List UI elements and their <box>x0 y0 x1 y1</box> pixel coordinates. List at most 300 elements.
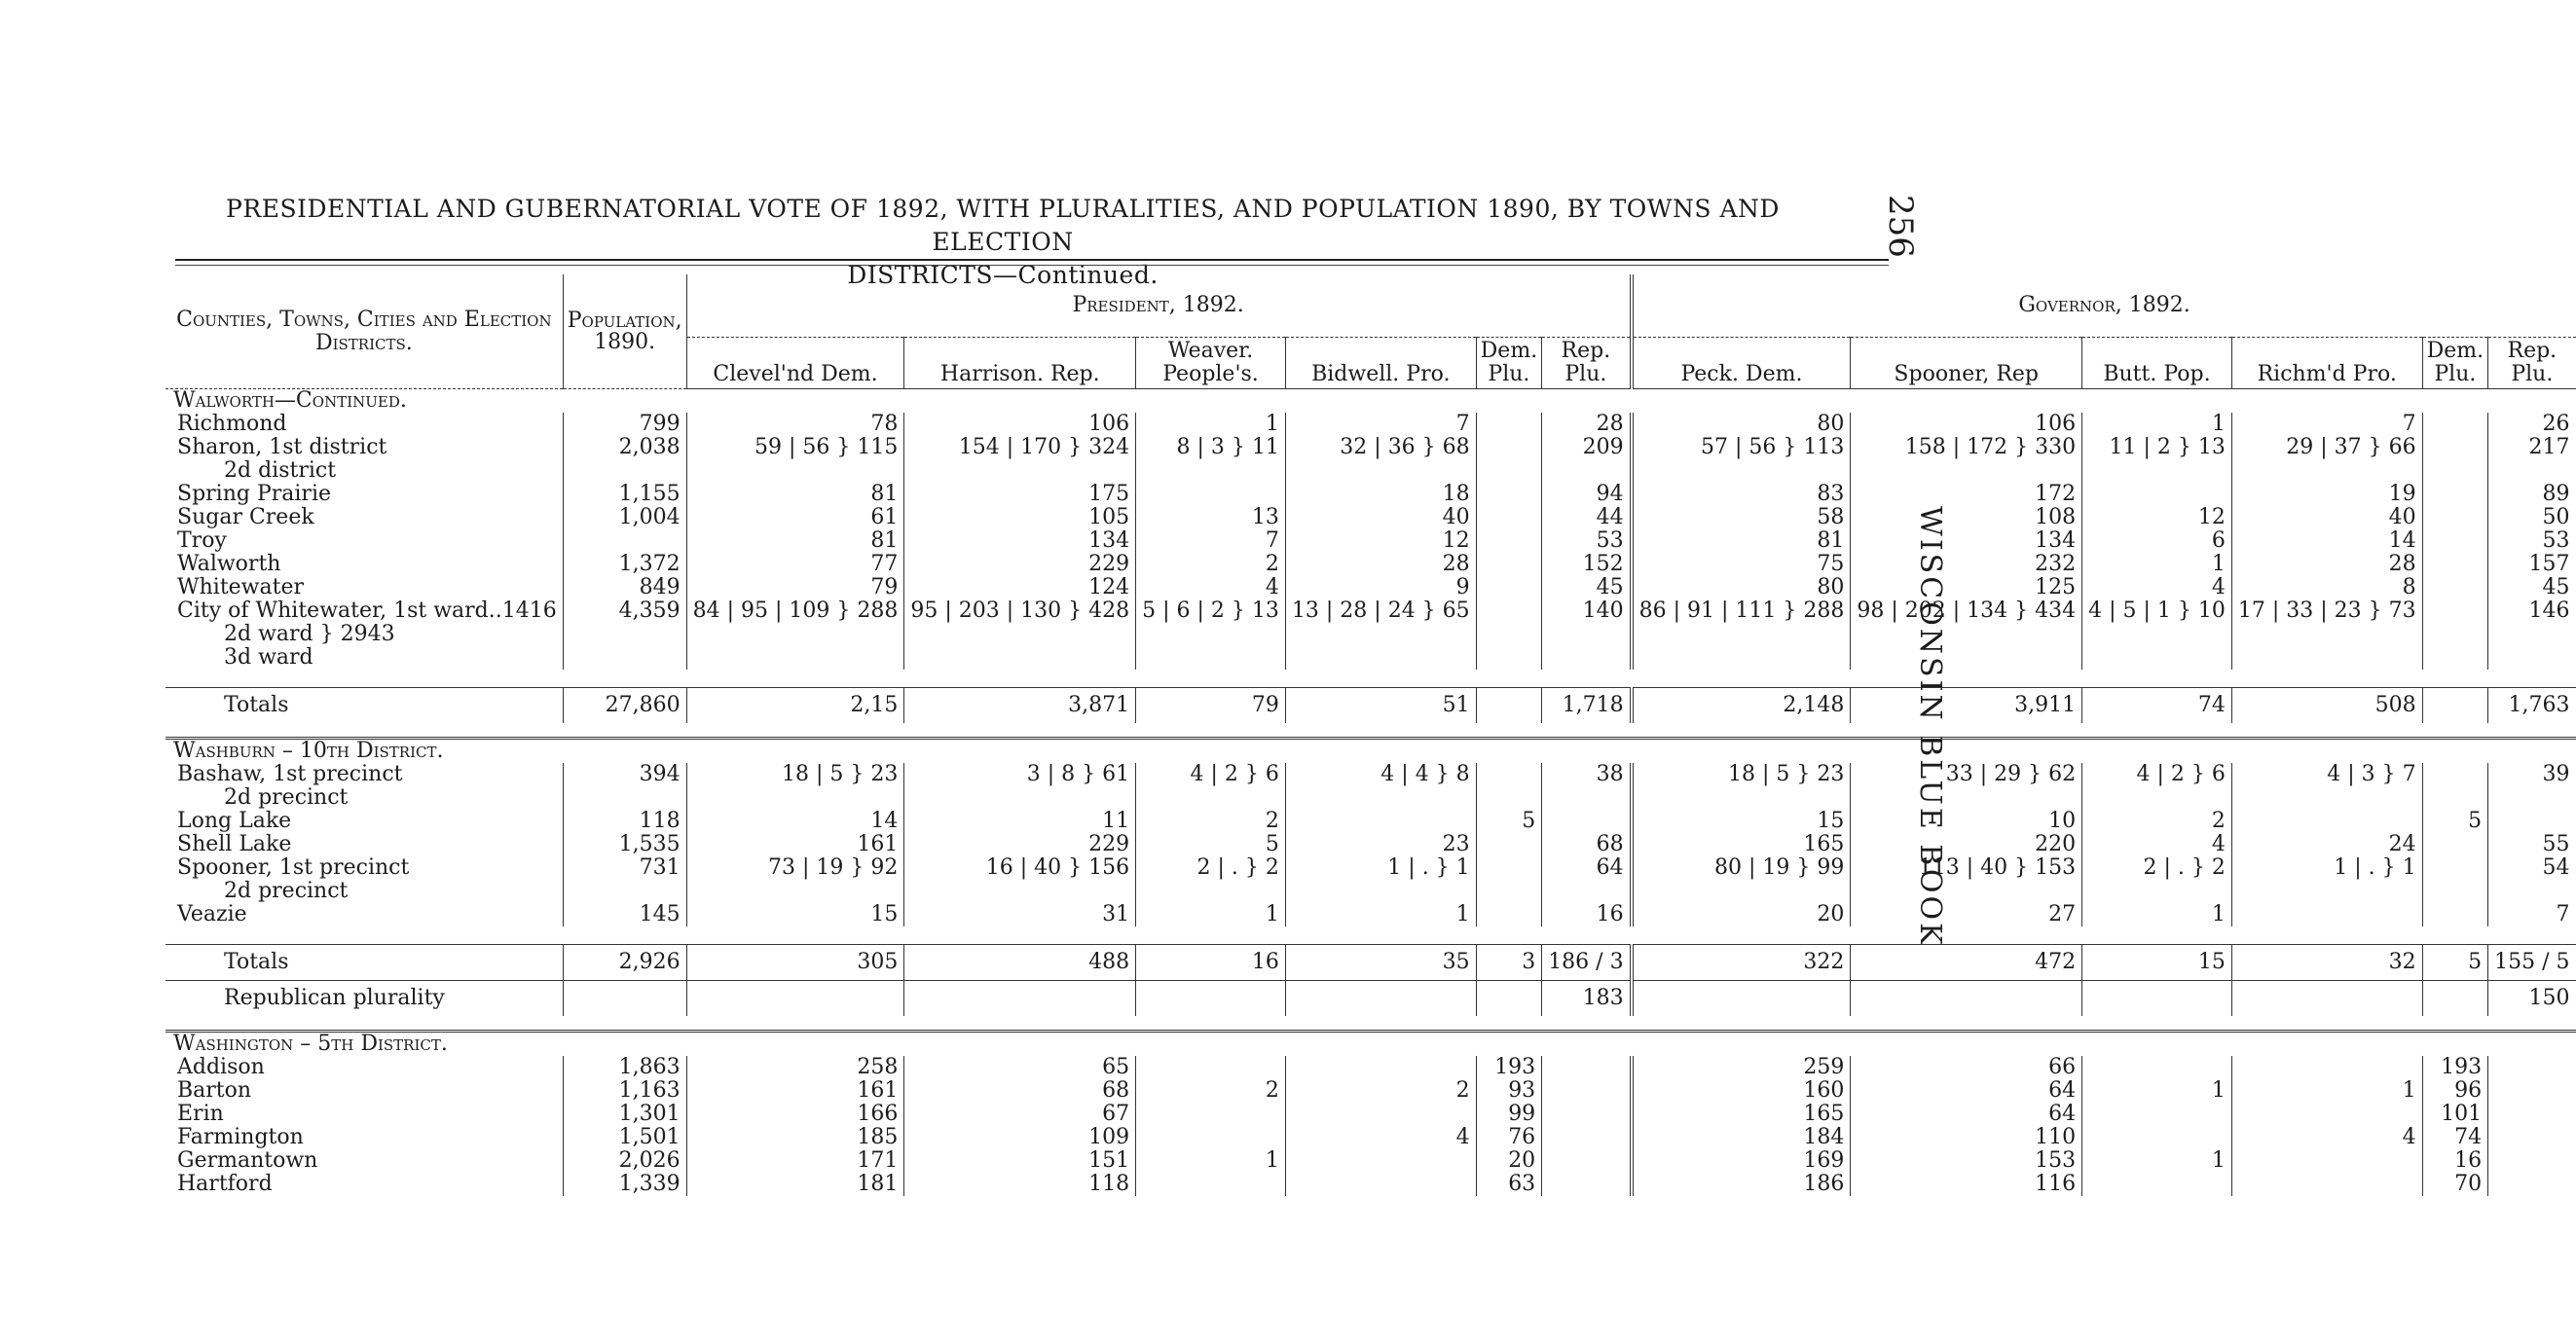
value-cell-bidwell: 7 <box>1285 413 1476 436</box>
value-cell-harrison: 16 | 40 } 156 <box>904 856 1136 880</box>
value-cell-prep: 28 <box>1542 413 1632 436</box>
value-cell-richmond <box>2231 880 2422 903</box>
value-cell-gdem <box>2422 688 2488 724</box>
value-cell-harrison <box>904 459 1136 483</box>
row-name: Farmington <box>177 1125 304 1149</box>
value-cell-bidwell <box>1285 981 1476 1017</box>
value-cell-spooner: 64 <box>1851 1103 2082 1126</box>
value-cell-prep <box>1542 810 1632 833</box>
value-cell-weaver <box>1136 1173 1286 1196</box>
value-cell-prep <box>1542 1173 1632 1196</box>
value-cell-prep: 44 <box>1542 506 1632 529</box>
value-cell-richmond <box>2231 1149 2422 1173</box>
value-cell-gdem: 101 <box>2422 1103 2488 1126</box>
value-cell-prep <box>1542 459 1632 483</box>
value-cell-butt: 1 <box>2082 413 2232 436</box>
value-cell-spooner: 134 <box>1851 529 2082 553</box>
table-row <box>166 623 2576 646</box>
value-cell-harrison: 11 <box>904 810 1136 833</box>
value-cell-peck: 165 <box>1632 833 1851 856</box>
value-cell-pdem <box>1476 623 1542 646</box>
value-cell-gdem <box>2422 506 2488 529</box>
value-cell-prep: 183 <box>1542 981 1632 1017</box>
value-cell-richmond <box>2231 810 2422 833</box>
value-cell-butt: 1 <box>2082 553 2232 576</box>
value-cell-pdem <box>1476 553 1542 576</box>
subtitle-line: DISTRICTS—Continued. <box>847 261 1159 289</box>
section-heading-row <box>166 389 2576 414</box>
value-cell-weaver <box>1136 1103 1286 1126</box>
value-cell-butt: 2 | . } 2 <box>2082 856 2232 880</box>
value-cell-peck <box>1632 981 1851 1017</box>
top-rule <box>175 259 1889 261</box>
value-cell-weaver <box>1136 1056 1286 1079</box>
value-cell-grep <box>2488 646 2576 670</box>
value-cell-butt: 74 <box>2082 688 2232 724</box>
value-cell-cleveland: 166 <box>686 1103 904 1126</box>
value-cell-prep: 64 <box>1542 856 1632 880</box>
value-cell-peck: 75 <box>1632 553 1851 576</box>
value-cell-cleveland: 161 <box>686 1079 904 1103</box>
population-cell: 145 <box>563 903 686 926</box>
value-cell-richmond <box>2231 459 2422 483</box>
population-cell: 27,860 <box>563 688 686 724</box>
value-cell-spooner: 10 <box>1851 810 2082 833</box>
value-cell-prep <box>1542 623 1632 646</box>
value-cell-prep: 186 / 3 <box>1542 945 1632 981</box>
value-cell-spooner: 220 <box>1851 833 2082 856</box>
value-cell-butt: 1 <box>2082 1149 2232 1173</box>
value-cell-butt <box>2082 1056 2232 1079</box>
value-cell-peck: 81 <box>1632 529 1851 553</box>
value-cell-cleveland: 305 <box>686 945 904 981</box>
value-cell-spooner: 110 <box>1851 1126 2082 1149</box>
value-cell-harrison: 65 <box>904 1056 1136 1079</box>
population-cell <box>563 529 686 553</box>
value-cell-bidwell <box>1285 646 1476 670</box>
population-header: Population, 1890. <box>563 274 686 389</box>
value-cell-bidwell <box>1285 880 1476 903</box>
value-cell-grep: 50 <box>2488 506 2576 529</box>
value-cell-grep: 146 <box>2488 599 2576 623</box>
row-name: Sugar Creek <box>177 505 314 529</box>
value-cell-cleveland <box>686 459 904 483</box>
value-cell-spooner <box>1851 786 2082 810</box>
value-cell-weaver <box>1136 483 1286 506</box>
value-cell-peck: 259 <box>1632 1056 1851 1079</box>
population-cell: 394 <box>563 763 686 786</box>
value-cell-weaver: 7 <box>1136 529 1286 553</box>
table-row <box>166 763 2576 786</box>
row-name: 2d ward } 2943 <box>224 622 395 646</box>
value-cell-richmond: 28 <box>2231 553 2422 576</box>
value-cell-butt: 4 <box>2082 576 2232 599</box>
value-cell-spooner: 98 | 202 | 134 } 434 <box>1851 599 2082 623</box>
population-cell: 1,535 <box>563 833 686 856</box>
value-cell-richmond <box>2231 786 2422 810</box>
column-header-harrison: Harrison. Rep. <box>904 338 1136 389</box>
value-cell-grep <box>2488 1126 2576 1149</box>
value-cell-bidwell: 12 <box>1285 529 1476 553</box>
value-cell-prep <box>1542 1126 1632 1149</box>
value-cell-grep: 150 <box>2488 981 2576 1017</box>
section-heading: Walworth—Continued. <box>173 388 407 413</box>
value-cell-pdem: 63 <box>1476 1173 1542 1196</box>
value-cell-weaver: 2 | . } 2 <box>1136 856 1286 880</box>
value-cell-richmond: 32 <box>2231 945 2422 981</box>
page-number: 256 <box>1881 195 1920 258</box>
value-cell-richmond: 508 <box>2231 688 2422 724</box>
value-cell-harrison <box>904 981 1136 1017</box>
value-cell-peck: 15 <box>1632 810 1851 833</box>
value-cell-weaver: 16 <box>1136 945 1286 981</box>
value-cell-grep <box>2488 880 2576 903</box>
value-cell-spooner <box>1851 981 2082 1017</box>
value-cell-bidwell: 1 <box>1285 903 1476 926</box>
value-cell-gdem <box>2422 529 2488 553</box>
section-heading-row <box>166 1032 2576 1057</box>
value-cell-butt: 4 | 2 } 6 <box>2082 763 2232 786</box>
row-name: 2d precinct <box>224 785 349 810</box>
row-name: Republican plurality <box>166 981 563 1017</box>
value-cell-pdem <box>1476 529 1542 553</box>
population-cell <box>563 623 686 646</box>
value-cell-cleveland <box>686 880 904 903</box>
value-cell-butt <box>2082 459 2232 483</box>
value-cell-weaver: 1 <box>1136 1149 1286 1173</box>
value-cell-gdem <box>2422 483 2488 506</box>
value-cell-weaver <box>1136 646 1286 670</box>
value-cell-grep: 1,763 <box>2488 688 2576 724</box>
value-cell-cleveland: 258 <box>686 1056 904 1079</box>
population-cell: 2,026 <box>563 1149 686 1173</box>
column-header-butt: Butt. Pop. <box>2082 338 2232 389</box>
value-cell-richmond <box>2231 1173 2422 1196</box>
value-cell-grep: 55 <box>2488 833 2576 856</box>
value-cell-gdem: 5 <box>2422 810 2488 833</box>
table-row <box>166 810 2576 833</box>
value-cell-bidwell: 28 <box>1285 553 1476 576</box>
value-cell-prep: 152 <box>1542 553 1632 576</box>
population-cell: 1,339 <box>563 1173 686 1196</box>
value-cell-spooner: 158 | 172 } 330 <box>1851 436 2082 459</box>
value-cell-pdem <box>1476 763 1542 786</box>
row-name: Veazie <box>177 902 247 926</box>
population-cell <box>563 786 686 810</box>
value-cell-weaver: 2 <box>1136 810 1286 833</box>
section-heading: Washington – 5th District. <box>173 1032 448 1056</box>
value-cell-cleveland: 171 <box>686 1149 904 1173</box>
value-cell-butt: 1 <box>2082 1079 2232 1103</box>
value-cell-prep: 45 <box>1542 576 1632 599</box>
value-cell-cleveland: 161 <box>686 833 904 856</box>
value-cell-grep <box>2488 810 2576 833</box>
row-name: Barton <box>177 1078 252 1103</box>
value-cell-weaver <box>1136 459 1286 483</box>
row-name: City of Whitewater, 1st ward..1416 <box>177 599 557 623</box>
value-cell-spooner <box>1851 880 2082 903</box>
row-name: Whitewater <box>177 575 305 599</box>
stub-header: Counties, Towns, Cities and Election Districts. <box>166 274 563 389</box>
value-cell-pdem: 99 <box>1476 1103 1542 1126</box>
value-cell-butt: 4 | 5 | 1 } 10 <box>2082 599 2232 623</box>
table-row <box>166 833 2576 856</box>
population-cell: 1,863 <box>563 1056 686 1079</box>
value-cell-prep <box>1542 646 1632 670</box>
value-cell-bidwell: 35 <box>1285 945 1476 981</box>
value-cell-gdem: 5 <box>2422 945 2488 981</box>
value-cell-grep <box>2488 1173 2576 1196</box>
president-header: President, 1892. <box>686 274 1631 338</box>
value-cell-grep <box>2488 459 2576 483</box>
value-cell-prep <box>1542 1103 1632 1126</box>
value-cell-richmond: 40 <box>2231 506 2422 529</box>
value-cell-gdem: 96 <box>2422 1079 2488 1103</box>
value-cell-peck: 2,148 <box>1632 688 1851 724</box>
value-cell-cleveland: 14 <box>686 810 904 833</box>
value-cell-spooner: 113 | 40 } 153 <box>1851 856 2082 880</box>
value-cell-peck <box>1632 459 1851 483</box>
value-cell-weaver: 13 <box>1136 506 1286 529</box>
value-cell-grep <box>2488 623 2576 646</box>
value-cell-prep <box>1542 1056 1632 1079</box>
column-header-spooner: Spooner, Rep <box>1851 338 2082 389</box>
row-name: Sharon, 1st district <box>177 435 387 459</box>
value-cell-cleveland: 81 <box>686 529 904 553</box>
table-row <box>166 576 2576 599</box>
value-cell-pdem <box>1476 436 1542 459</box>
value-cell-peck <box>1632 786 1851 810</box>
row-name: Richmond <box>177 412 287 436</box>
value-cell-weaver <box>1136 981 1286 1017</box>
value-cell-pdem <box>1476 599 1542 623</box>
spacer-row <box>166 670 2576 688</box>
value-cell-spooner: 3,911 <box>1851 688 2082 724</box>
value-cell-grep: 53 <box>2488 529 2576 553</box>
table-row <box>166 856 2576 880</box>
table-row <box>166 786 2576 810</box>
value-cell-pdem <box>1476 688 1542 724</box>
population-cell: 118 <box>563 810 686 833</box>
value-cell-grep: 89 <box>2488 483 2576 506</box>
table-body <box>166 389 2576 1197</box>
table-row <box>166 1126 2576 1149</box>
value-cell-peck: 86 | 91 | 111 } 288 <box>1632 599 1851 623</box>
value-cell-cleveland <box>686 646 904 670</box>
value-cell-gdem <box>2422 786 2488 810</box>
value-cell-bidwell <box>1285 1149 1476 1173</box>
value-cell-cleveland: 73 | 19 } 92 <box>686 856 904 880</box>
value-cell-grep: 157 <box>2488 553 2576 576</box>
section-heading-row <box>166 739 2576 764</box>
value-cell-peck: 322 <box>1632 945 1851 981</box>
value-cell-prep <box>1542 1149 1632 1173</box>
value-cell-grep <box>2488 786 2576 810</box>
value-cell-bidwell: 1 | . } 1 <box>1285 856 1476 880</box>
value-cell-butt: 4 <box>2082 833 2232 856</box>
vote-table <box>166 274 2576 1196</box>
value-cell-spooner: 27 <box>1851 903 2082 926</box>
value-cell-harrison: 175 <box>904 483 1136 506</box>
value-cell-pdem <box>1476 833 1542 856</box>
value-cell-cleveland: 78 <box>686 413 904 436</box>
value-cell-harrison <box>904 623 1136 646</box>
table-row <box>166 506 2576 529</box>
value-cell-pdem <box>1476 459 1542 483</box>
value-cell-gdem: 16 <box>2422 1149 2488 1173</box>
value-cell-pdem <box>1476 413 1542 436</box>
value-cell-butt <box>2082 1173 2232 1196</box>
value-cell-spooner: 172 <box>1851 483 2082 506</box>
value-cell-bidwell: 32 | 36 } 68 <box>1285 436 1476 459</box>
value-cell-peck: 57 | 56 } 113 <box>1632 436 1851 459</box>
value-cell-grep: 45 <box>2488 576 2576 599</box>
value-cell-cleveland: 181 <box>686 1173 904 1196</box>
section-heading: Washburn – 10th District. <box>173 739 444 763</box>
value-cell-bidwell: 18 <box>1285 483 1476 506</box>
value-cell-harrison: 3 | 8 } 61 <box>904 763 1136 786</box>
value-cell-harrison: 106 <box>904 413 1136 436</box>
column-header-weaver: Weaver. People's. <box>1136 338 1286 389</box>
value-cell-peck: 169 <box>1632 1149 1851 1173</box>
row-name: Totals <box>166 945 563 981</box>
value-cell-cleveland <box>686 623 904 646</box>
value-cell-gdem: 193 <box>2422 1056 2488 1079</box>
column-header-cleveland: Clevel'nd Dem. <box>686 338 904 389</box>
value-cell-harrison <box>904 786 1136 810</box>
value-cell-cleveland: 61 <box>686 506 904 529</box>
row-name: Totals <box>166 688 563 724</box>
column-header-bidwell: Bidwell. Pro. <box>1285 338 1476 389</box>
population-cell: 1,372 <box>563 553 686 576</box>
value-cell-weaver: 4 | 2 } 6 <box>1136 763 1286 786</box>
value-cell-grep <box>2488 1056 2576 1079</box>
population-cell <box>563 646 686 670</box>
value-cell-pdem <box>1476 576 1542 599</box>
population-cell: 731 <box>563 856 686 880</box>
row-name: 2d district <box>224 458 337 483</box>
row-name: Shell Lake <box>177 832 292 856</box>
value-cell-harrison: 488 <box>904 945 1136 981</box>
value-cell-prep <box>1542 1079 1632 1103</box>
value-cell-grep <box>2488 1079 2576 1103</box>
value-cell-peck: 184 <box>1632 1126 1851 1149</box>
value-cell-richmond: 8 <box>2231 576 2422 599</box>
value-cell-harrison: 229 <box>904 833 1136 856</box>
value-cell-gdem: 70 <box>2422 1173 2488 1196</box>
value-cell-prep: 38 <box>1542 763 1632 786</box>
population-cell: 1,155 <box>563 483 686 506</box>
value-cell-weaver: 8 | 3 } 11 <box>1136 436 1286 459</box>
value-cell-prep: 16 <box>1542 903 1632 926</box>
value-cell-weaver: 5 <box>1136 833 1286 856</box>
value-cell-butt: 2 <box>2082 810 2232 833</box>
value-cell-peck: 83 <box>1632 483 1851 506</box>
value-cell-bidwell <box>1285 1056 1476 1079</box>
table-row <box>166 553 2576 576</box>
value-cell-spooner <box>1851 646 2082 670</box>
value-cell-peck: 20 <box>1632 903 1851 926</box>
spacer-row <box>166 926 2576 945</box>
row-name: Addison <box>177 1055 265 1079</box>
value-cell-butt <box>2082 1103 2232 1126</box>
table-row <box>166 483 2576 506</box>
value-cell-weaver: 5 | 6 | 2 } 13 <box>1136 599 1286 623</box>
value-cell-richmond: 17 | 33 | 23 } 73 <box>2231 599 2422 623</box>
population-cell: 2,038 <box>563 436 686 459</box>
population-cell: 2,926 <box>563 945 686 981</box>
value-cell-peck: 80 <box>1632 576 1851 599</box>
value-cell-peck: 80 | 19 } 99 <box>1632 856 1851 880</box>
value-cell-cleveland: 59 | 56 } 115 <box>686 436 904 459</box>
value-cell-prep: 68 <box>1542 833 1632 856</box>
table-row <box>166 646 2576 670</box>
value-cell-butt <box>2082 646 2232 670</box>
value-cell-cleveland: 185 <box>686 1126 904 1149</box>
value-cell-spooner: 116 <box>1851 1173 2082 1196</box>
value-cell-gdem <box>2422 623 2488 646</box>
value-cell-spooner: 472 <box>1851 945 2082 981</box>
value-cell-bidwell: 4 | 4 } 8 <box>1285 763 1476 786</box>
population-cell: 1,004 <box>563 506 686 529</box>
value-cell-harrison: 31 <box>904 903 1136 926</box>
population-cell: 4,359 <box>563 599 686 623</box>
value-cell-harrison: 105 <box>904 506 1136 529</box>
value-cell-harrison: 118 <box>904 1173 1136 1196</box>
value-cell-richmond: 4 | 3 } 7 <box>2231 763 2422 786</box>
value-cell-butt <box>2082 623 2232 646</box>
value-cell-peck <box>1632 646 1851 670</box>
value-cell-richmond <box>2231 646 2422 670</box>
value-cell-gdem <box>2422 646 2488 670</box>
value-cell-harrison: 154 | 170 } 324 <box>904 436 1136 459</box>
column-header-gdem: Dem. Plu. <box>2422 338 2488 389</box>
value-cell-richmond: 1 <box>2231 1079 2422 1103</box>
value-cell-pdem <box>1476 506 1542 529</box>
value-cell-richmond: 19 <box>2231 483 2422 506</box>
value-cell-cleveland: 79 <box>686 576 904 599</box>
value-cell-grep: 26 <box>2488 413 2576 436</box>
value-cell-bidwell <box>1285 1173 1476 1196</box>
value-cell-butt: 1 <box>2082 903 2232 926</box>
value-cell-butt <box>2082 786 2232 810</box>
table-row <box>166 903 2576 926</box>
table-row <box>166 413 2576 436</box>
value-cell-gdem <box>2422 763 2488 786</box>
value-cell-peck: 18 | 5 } 23 <box>1632 763 1851 786</box>
value-cell-pdem: 93 <box>1476 1079 1542 1103</box>
row-name: Long Lake <box>177 809 292 833</box>
value-cell-harrison: 67 <box>904 1103 1136 1126</box>
population-cell: 799 <box>563 413 686 436</box>
value-cell-butt <box>2082 483 2232 506</box>
value-cell-weaver: 79 <box>1136 688 1286 724</box>
value-cell-weaver <box>1136 623 1286 646</box>
value-cell-richmond <box>2231 903 2422 926</box>
value-cell-gdem <box>2422 833 2488 856</box>
population-cell <box>563 459 686 483</box>
value-cell-weaver: 1 <box>1136 413 1286 436</box>
value-cell-weaver: 2 <box>1136 553 1286 576</box>
value-cell-cleveland: 81 <box>686 483 904 506</box>
value-cell-pdem: 5 <box>1476 810 1542 833</box>
totals-row <box>166 945 2576 981</box>
value-cell-harrison: 109 <box>904 1126 1136 1149</box>
value-cell-pdem <box>1476 856 1542 880</box>
value-cell-prep: 53 <box>1542 529 1632 553</box>
value-cell-spooner: 33 | 29 } 62 <box>1851 763 2082 786</box>
value-cell-gdem <box>2422 599 2488 623</box>
